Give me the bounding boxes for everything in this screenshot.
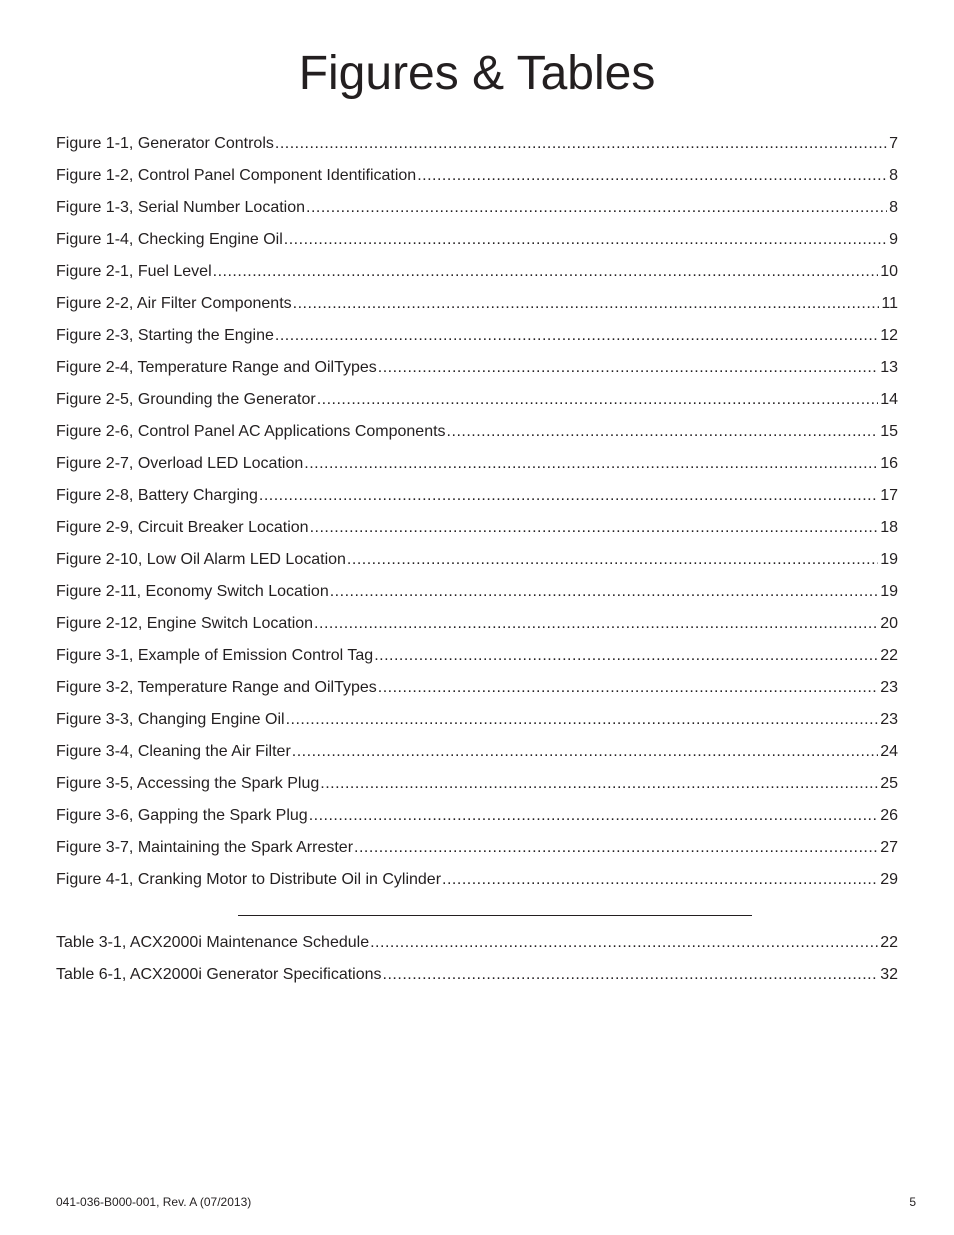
entry-page-number: 8 [889, 167, 898, 184]
dot-leader [417, 164, 887, 188]
dot-leader [447, 420, 879, 444]
figure-entry[interactable] [56, 196, 898, 228]
entry-label: Figure 3-2, Temperature Range and OilTypes [56, 679, 377, 696]
entry-page-number: 12 [880, 327, 898, 344]
entry-page-number: 29 [880, 871, 898, 888]
table-entry[interactable] [56, 931, 898, 963]
entry-page-number: 9 [889, 231, 898, 248]
entry-label: Figure 3-6, Gapping the Spark Plug [56, 807, 308, 824]
entry-label: Figure 3-1, Example of Emission Control Tag [56, 647, 374, 664]
figure-entry[interactable] [56, 228, 898, 260]
dot-leader [320, 772, 878, 796]
figure-entry[interactable] [56, 772, 898, 804]
entry-page-number: 18 [880, 519, 898, 536]
entry-label: Figure 2-1, Fuel Level [56, 263, 212, 280]
dot-leader [213, 260, 879, 284]
entry-label: Figure 3-5, Accessing the Spark Plug [56, 775, 320, 792]
figure-entry[interactable] [56, 420, 898, 452]
entry-label: Figure 4-1, Cranking Motor to Distribute Oil in Cylinder [56, 871, 442, 888]
dot-leader [317, 388, 879, 412]
figure-entry[interactable] [56, 164, 898, 196]
figure-entry[interactable] [56, 260, 898, 292]
figure-entry[interactable] [56, 836, 898, 868]
dot-leader [310, 516, 879, 540]
entry-label: Figure 1-2, Control Panel Component Identification [56, 167, 417, 184]
entry-label: Figure 3-4, Cleaning the Air Filter [56, 743, 291, 760]
dot-leader [292, 740, 878, 764]
dot-leader [304, 452, 878, 476]
figure-entry[interactable] [56, 516, 898, 548]
figure-entry[interactable] [56, 708, 898, 740]
dot-leader [259, 484, 878, 508]
entry-label: Figure 2-8, Battery Charging [56, 487, 258, 504]
figure-entry[interactable] [56, 740, 898, 772]
dot-leader [275, 324, 878, 348]
dot-leader [442, 868, 878, 892]
entry-label: Figure 3-3, Changing Engine Oil [56, 711, 285, 728]
figure-entry[interactable] [56, 388, 898, 420]
entry-page-number: 27 [880, 839, 898, 856]
dot-leader [293, 292, 880, 316]
entry-label: Figure 2-6, Control Panel AC Applications Components [56, 423, 446, 440]
entry-label: Figure 3-7, Maintaining the Spark Arrester [56, 839, 354, 856]
figure-entry[interactable] [56, 356, 898, 388]
figure-entry[interactable] [56, 676, 898, 708]
entry-label: Figure 2-2, Air Filter Components [56, 295, 292, 312]
entry-page-number: 20 [880, 615, 898, 632]
dot-leader [378, 676, 878, 700]
entry-label: Figure 2-7, Overload LED Location [56, 455, 304, 472]
dot-leader [383, 963, 879, 987]
entry-page-number: 11 [881, 295, 898, 312]
entry-page-number: 19 [880, 583, 898, 600]
dot-leader [374, 644, 878, 668]
dot-leader [370, 931, 878, 955]
dot-leader [284, 228, 887, 252]
entry-page-number: 14 [880, 391, 898, 408]
entry-page-number: 25 [880, 775, 898, 792]
entry-page-number: 22 [880, 647, 898, 664]
figure-entry[interactable] [56, 804, 898, 836]
dot-leader [347, 548, 878, 572]
entry-page-number: 13 [880, 359, 898, 376]
entry-label: Table 3-1, ACX2000i Maintenance Schedule [56, 934, 370, 951]
section-divider [238, 915, 752, 916]
figure-entry[interactable] [56, 644, 898, 676]
figure-entry[interactable] [56, 324, 898, 356]
entry-page-number: 15 [880, 423, 898, 440]
figure-entry[interactable] [56, 580, 898, 612]
entry-page-number: 26 [880, 807, 898, 824]
entry-page-number: 7 [889, 135, 898, 152]
page-title: Figures & Tables [298, 47, 656, 100]
dot-leader [354, 836, 878, 860]
dot-leader [275, 132, 887, 156]
entry-page-number: 8 [889, 199, 898, 216]
table-entry[interactable] [56, 963, 898, 995]
entry-page-number: 23 [880, 679, 898, 696]
entry-page-number: 17 [880, 487, 898, 504]
figure-entry[interactable] [56, 132, 898, 164]
figure-entry[interactable] [56, 612, 898, 644]
dot-leader [378, 356, 878, 380]
entry-label: Figure 2-3, Starting the Engine [56, 327, 274, 344]
entry-label: Figure 1-4, Checking Engine Oil [56, 231, 283, 248]
entry-label: Figure 2-9, Circuit Breaker Location [56, 519, 309, 536]
entry-page-number: 24 [880, 743, 898, 760]
figure-entry[interactable] [56, 548, 898, 580]
entry-page-number: 10 [880, 263, 898, 280]
entry-page-number: 22 [880, 934, 898, 951]
figure-entry[interactable] [56, 484, 898, 516]
footer-doc-number: 041-036-B000-001, Rev. A (07/2013) [56, 1195, 252, 1209]
figures-list [56, 132, 898, 900]
dot-leader [309, 804, 879, 828]
entry-label: Figure 2-12, Engine Switch Location [56, 615, 314, 632]
figure-entry[interactable] [56, 452, 898, 484]
entry-page-number: 32 [880, 966, 898, 983]
entry-label: Table 6-1, ACX2000i Generator Specifications [56, 966, 382, 983]
entry-label: Figure 1-3, Serial Number Location [56, 199, 306, 216]
tables-list [56, 931, 898, 995]
entry-label: Figure 2-4, Temperature Range and OilTypes [56, 359, 377, 376]
entry-page-number: 19 [880, 551, 898, 568]
footer-page-number: 5 [909, 1195, 916, 1209]
dot-leader [306, 196, 887, 220]
entry-label: Figure 2-10, Low Oil Alarm LED Location [56, 551, 346, 568]
entry-label: Figure 1-1, Generator Controls [56, 135, 274, 152]
dot-leader [330, 580, 878, 604]
figure-entry[interactable] [56, 292, 898, 324]
dot-leader [286, 708, 879, 732]
entry-page-number: 16 [880, 455, 898, 472]
entry-label: Figure 2-11, Economy Switch Location [56, 583, 329, 600]
figure-entry[interactable] [56, 868, 898, 900]
entry-page-number: 23 [880, 711, 898, 728]
dot-leader [314, 612, 878, 636]
entry-label: Figure 2-5, Grounding the Generator [56, 391, 316, 408]
